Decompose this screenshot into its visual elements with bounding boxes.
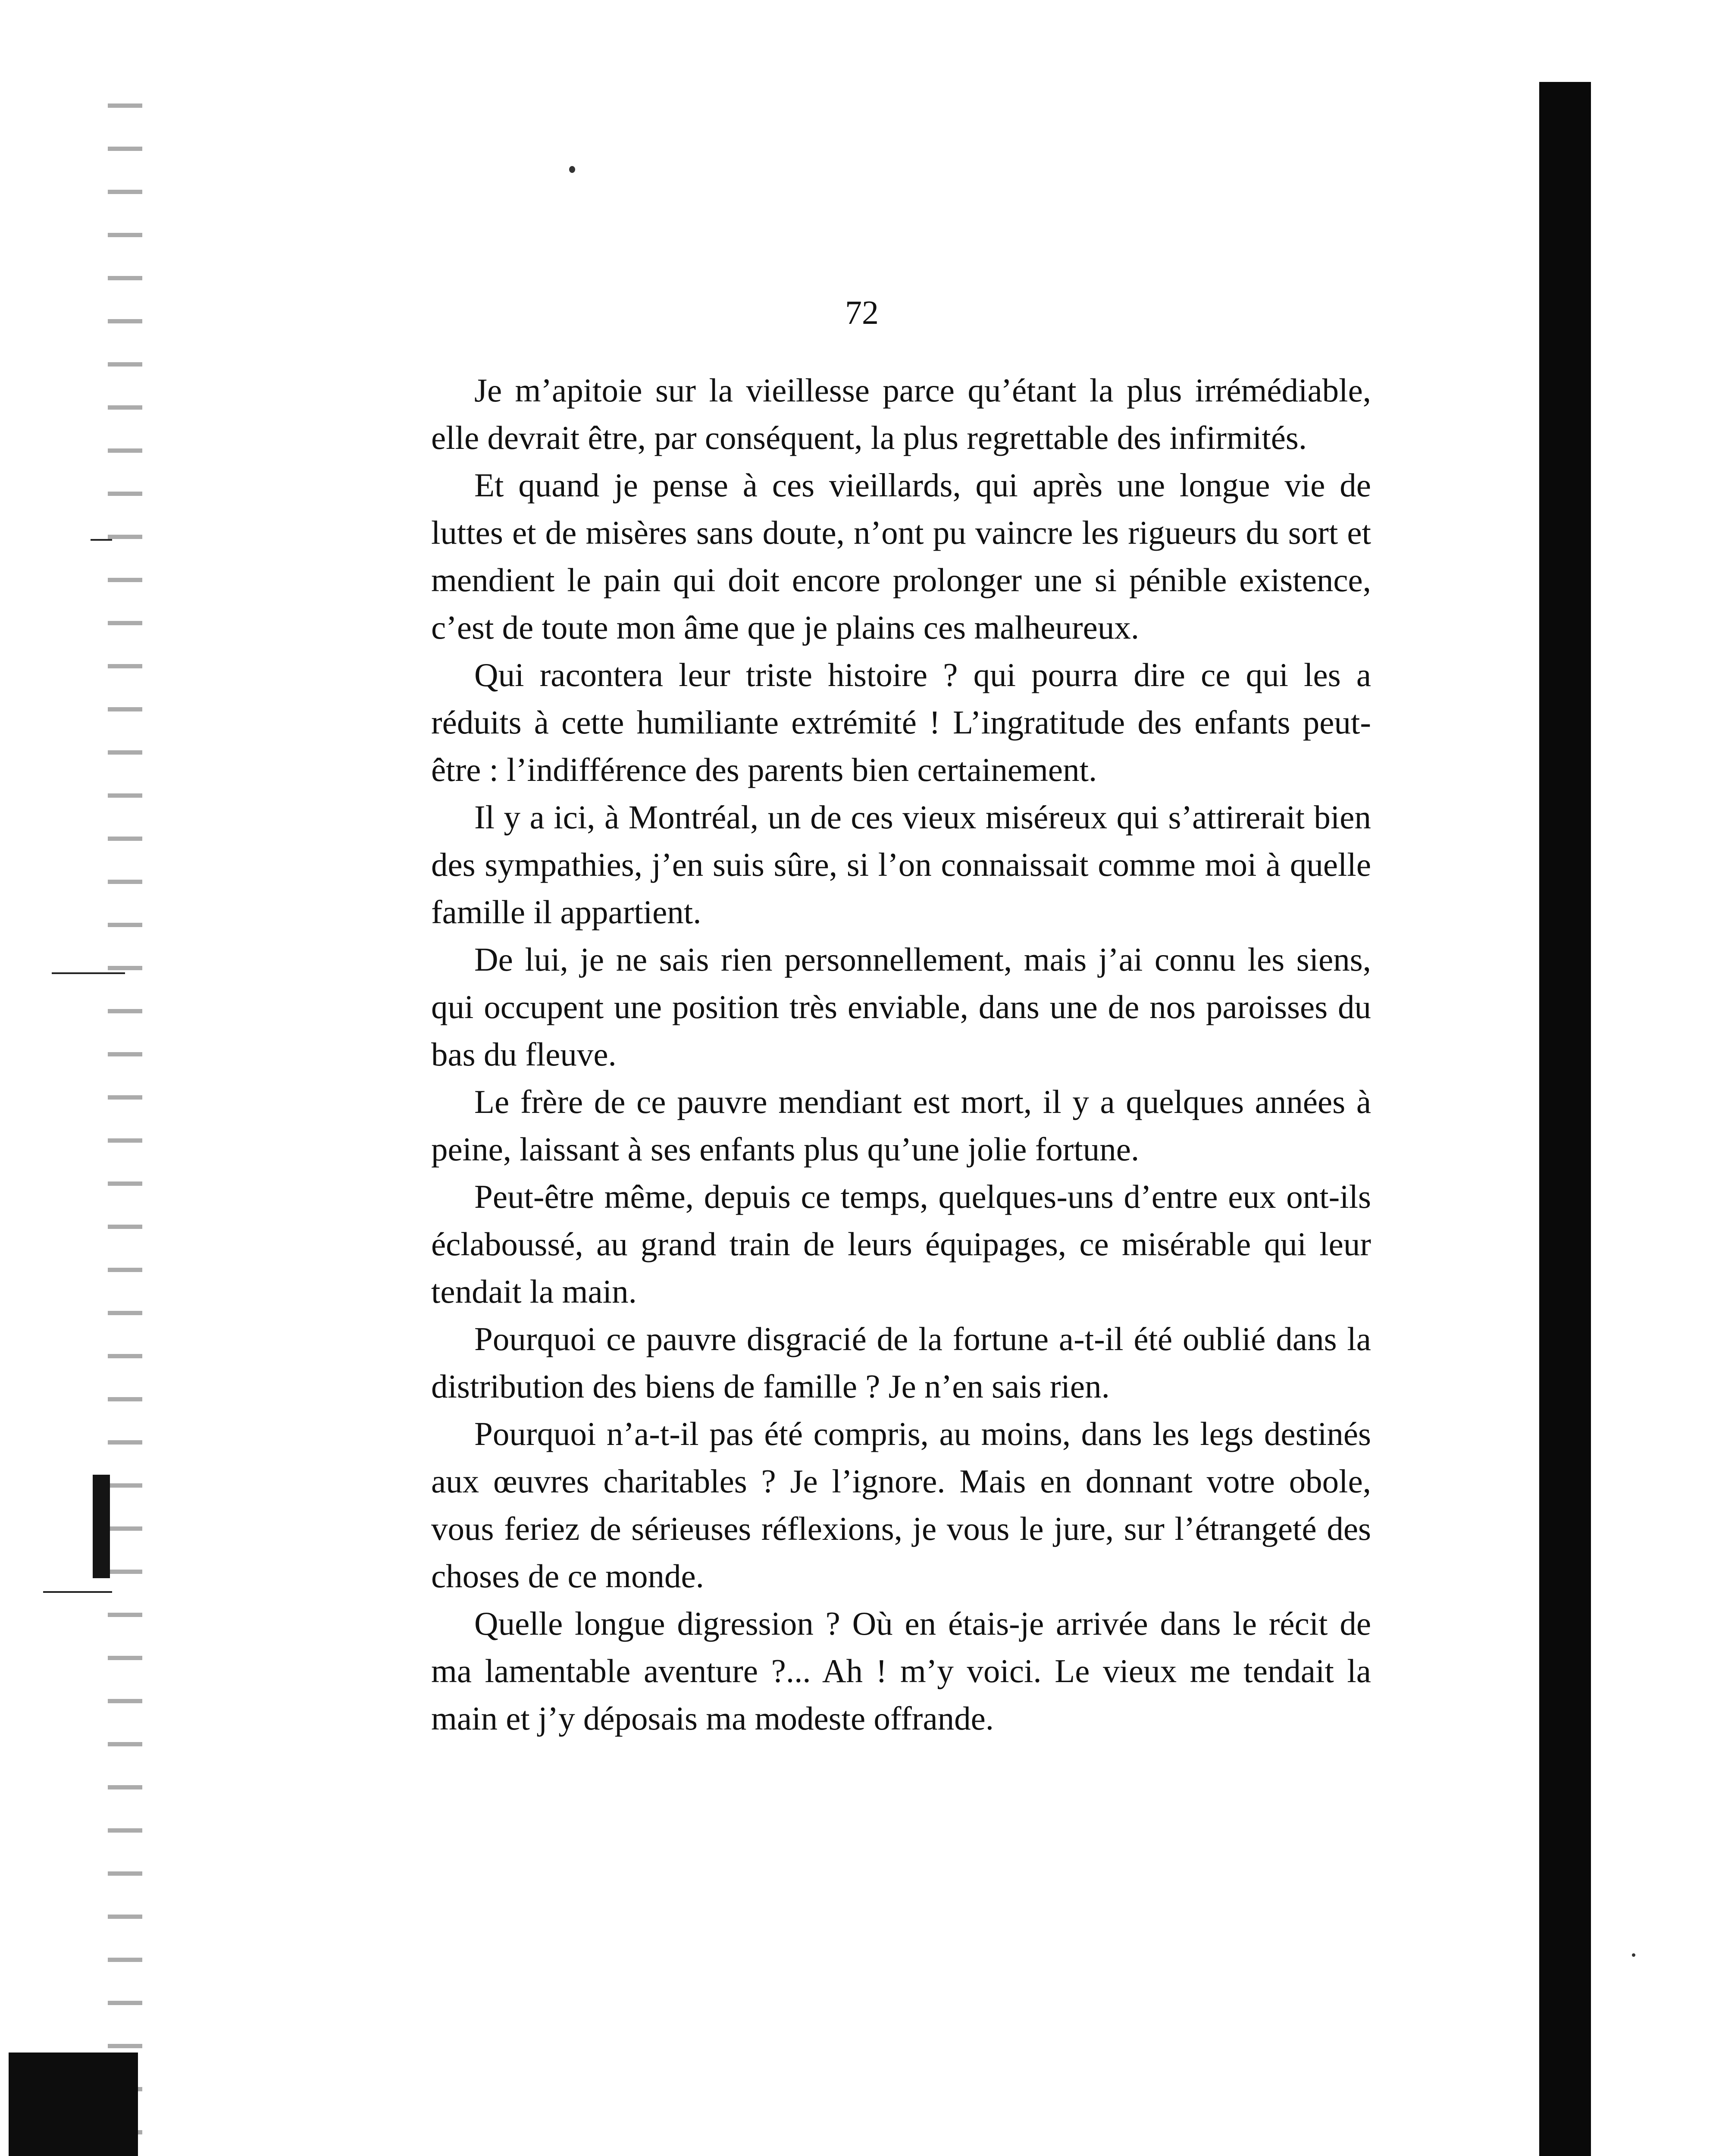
- paragraph: Le frère de ce pauvre mendiant est mort, il y a quelques années à peine, laissant à ses enfants plus qu’une jolie fortune.: [431, 1083, 1371, 1168]
- binding-shadow: [93, 1475, 110, 1578]
- paragraph: Qui racontera leur triste histoire ? qui pourra dire ce qui les a réduits à cette humiliante extrémité ! L’ingratitude des enfants peut-être : l’indifférence des parents bien certainement.: [431, 656, 1371, 788]
- page-edge-shadow: [1539, 82, 1591, 2156]
- speck: [569, 166, 575, 173]
- speck: [1632, 1953, 1635, 1957]
- paragraph: Il y a ici, à Montréal, un de ces vieux miséreux qui s’attirerait bien des sympathies, j’en suis sûre, si l’on connaissait comme moi à quelle famille il appartient.: [431, 799, 1371, 931]
- paragraph: Quelle longue digression ? Où en étais-je arrivée dans le récit de ma lamentable aventure ?... Ah ! m’y voici. Le vieux me tendait la main et j’y déposais ma modeste offrande.: [431, 1605, 1371, 1737]
- binding-edge: [9, 2053, 138, 2156]
- body-text: [431, 367, 1371, 1742]
- paragraph: De lui, je ne sais rien personnellement, mais j’ai connu les siens, qui occupent une position très enviable, dans une de nos paroisses du bas du fleuve.: [431, 941, 1371, 1073]
- paragraph: Pourquoi ce pauvre disgracié de la fortune a-t-il été oublié dans la distribution des biens de famille ? Je n’en sais rien.: [431, 1320, 1371, 1405]
- paragraph: Pourquoi n’a-t-il pas été compris, au moins, dans les legs destinés aux œuvres charitables ? Je l’ignore. Mais en donnant votre obole, vous feriez de sérieuses réflexions, je vous le jure, sur l’étrangeté des choses de ce monde.: [431, 1415, 1371, 1595]
- scan-rule: [52, 972, 125, 974]
- paragraph: Je m’apitoie sur la vieillesse parce qu’étant la plus irrémédiable, elle devrait être, par conséquent, la plus regrettable des infirmités.: [431, 372, 1371, 456]
- page-number: 72: [845, 294, 879, 331]
- paragraph: Et quand je pense à ces vieillards, qui après une longue vie de luttes et de misères sans doute, n’ont pu vaincre les rigueurs du sort et mendient le pain qui doit encore prolonger une si pénible existence, c’est de toute mon âme que je plains ces malheureux.: [431, 467, 1371, 646]
- scan-rule: [43, 1591, 112, 1593]
- paragraph: Peut-être même, depuis ce temps, quelques-uns d’entre eux ont-ils éclaboussé, au grand train de leurs équipages, ce misérable qui leur tendait la main.: [431, 1178, 1371, 1310]
- scan-rule: [91, 539, 112, 541]
- scan-edge-marks: [108, 65, 142, 2156]
